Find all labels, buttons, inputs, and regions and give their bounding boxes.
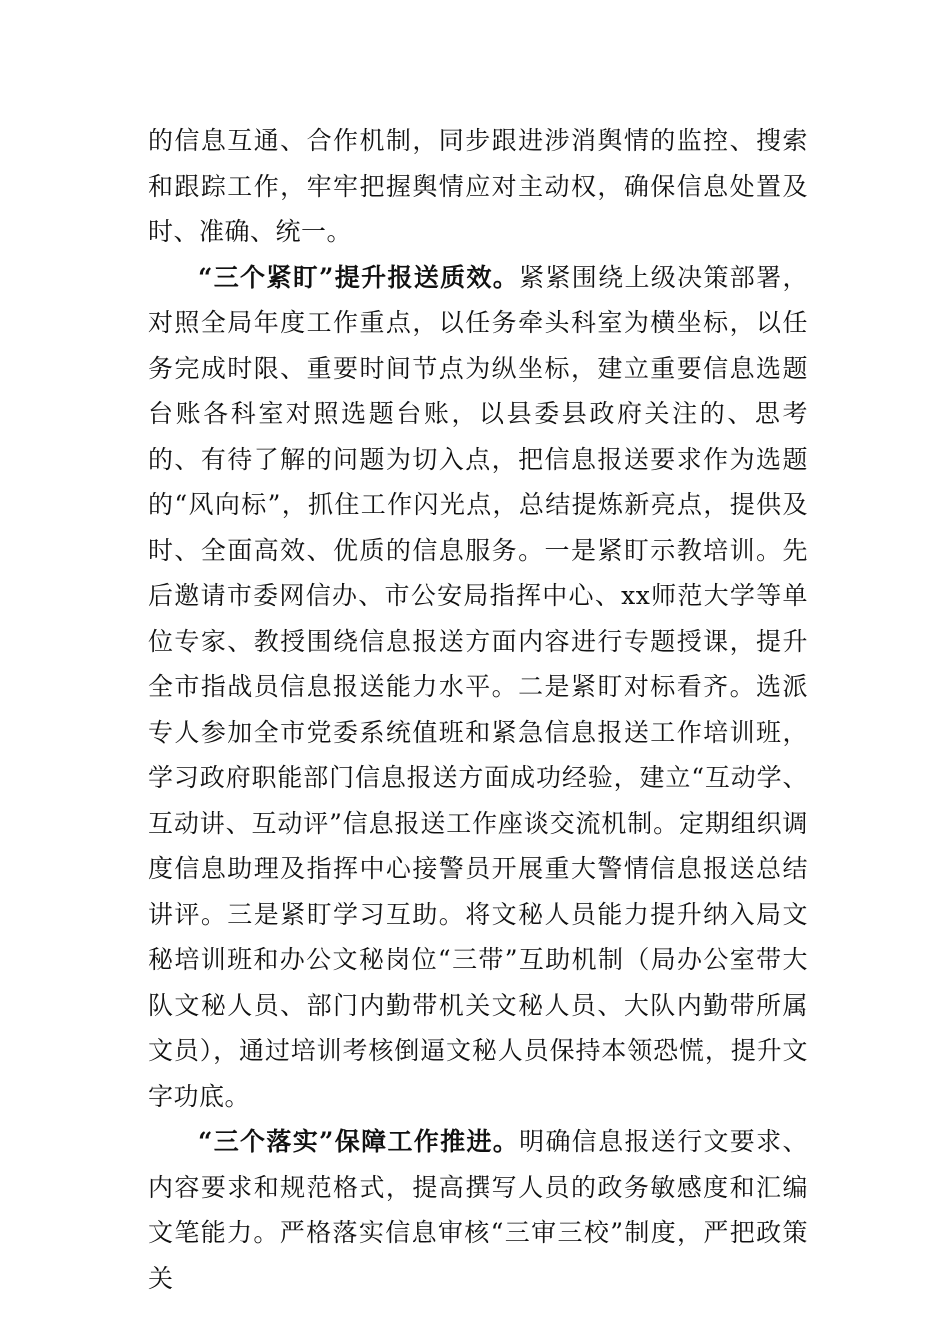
paragraph-heading: “三个落实”保障工作推进。 (198, 1127, 520, 1156)
paragraph-text: 紧紧围绕上级决策部署，对照全局年度工作重点，以任务牵头科室为横坐标，以任务完成时限、重要时间节点为纵坐标，建立重要信息选题台账各科室对照选题台账，以县委县政府关注的、思考的、有待了解的问题为切入点，把信息报送要求作为选题的“风向标”，抓住工作闪光点，总结提炼新亮点，提供及时、全面高效、优质的信息服务。一是紧盯示教培训。先后邀请市委网信办、市公安局指挥中心、xx师范大学等单位专家、教授围绕信息报送方面内容进行专题授课，提升全市指战员信息报送能力水平。二是紧盯对标看齐。选派专人参加全市党委系统值班和紧急信息报送工作培训班，学习政府职能部门信息报送方面成功经验，建立“互动学、互动讲、互动评”信息报送工作座谈交流机制。定期组织调度信息助理及指挥中心接警员开展重大警情信息报送总结讲评。三是紧盯学习互助。将文秘人员能力提升纳入局文秘培训班和办公文秘岗位“三带”互助机制（局办公室带大队文秘人员、部门内勤带机关文秘人员、大队内勤带所属文员），通过培训考核倒逼文秘人员保持本领恐慌，提升文字功底。 (148, 262, 808, 1111)
paragraph-three-implement (148, 1119, 808, 1301)
paragraph-heading: “三个紧盯”提升报送质效。 (198, 262, 520, 292)
paragraph-three-focus (148, 255, 808, 1120)
paragraph-continuation (148, 118, 808, 255)
document-body (148, 118, 808, 1301)
paragraph-text: 明确信息报送行文要求、内容要求和规范格式，提高撰写人员的政务敏感度和汇编文笔能力。严格落实信息审核“三审三校”制度，严把政策关 (148, 1127, 808, 1293)
paragraph-text: 的信息互通、合作机制，同步跟进涉消舆情的监控、搜索和跟踪工作，牢牢把握舆情应对主动权，确保信息处置及时、准确、统一。 (148, 126, 808, 246)
